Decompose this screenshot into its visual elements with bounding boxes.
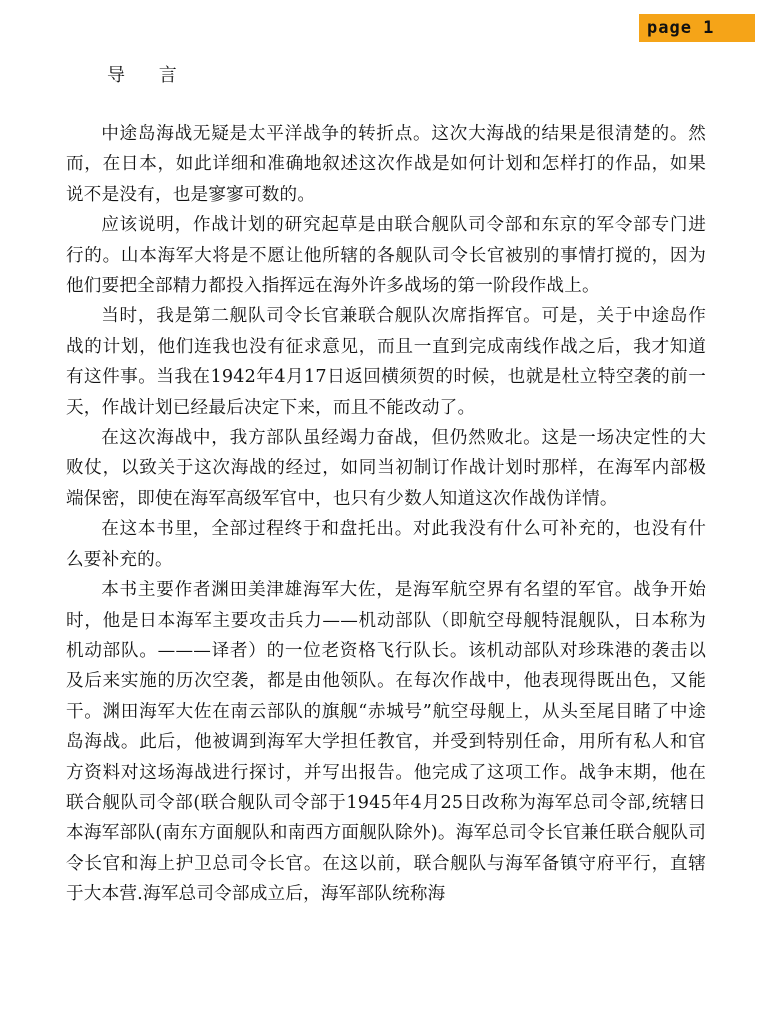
paragraph-4: 在这次海战中，我方部队虽经竭力奋战，但仍然败北。这是一场决定性的大败仗，以致关于这次海战的经过，如同当初制订作战计划时那样，在海军内部极端保密，即使在海军高级军官中，也只有少数人知道这次作战伪详情。 [66, 428, 706, 509]
paragraph-2: 应该说明，作战计划的研究起草是由联合舰队司令部和东京的军令部专门进行的。山本海军大将是不愿让他所辖的各舰队司令长官被别的事情打搅的，因为他们要把全部精力都投入指挥远在海外许多战场的第一阶段作战上。 [66, 215, 706, 297]
chapter-heading: 导 言 [107, 65, 191, 86]
paragraph-5: 在这本书里，全部过程终于和盘托出。对此我没有什么可补充的，也没有什么要补充的。 [66, 519, 706, 570]
paragraph-1: 中途岛海战无疑是太平洋战争的转折点。这次大海战的结果是很清楚的。然而，在日本，如此详细和准确地叙述这次作战是如何计划和怎样打的作品，如果说不是没有，也是寥寥可数的。 [66, 124, 706, 205]
paragraph-6: 本书主要作者渊田美津雄海军大佐，是海军航空界有名望的军官。战争开始时，他是日本海军主要攻击兵力——机动部队（即航空母舰特混舰队，日本称为机动部队。———译者）的一位老资格飞行队长。该机动部队对珍珠港的袭击以及后来实施的历次空袭，都是由他领队。在每次作战中，他表现得既出色，又能干。渊田海军大佐在南云部队的旗舰“赤城号”航空母舰上，从头至尾目睹了中途岛海战。此后，他被调到海军大学担任教官，并受到特别任命，用所有私人和官方资料对这场海战进行探讨，并写出报告。他完成了这项工作。战争末期，他在联合舰队司令部(联合舰队司令部于1945年4月25日改称为海军总司令部,统辖日本海军部队(南东方面舰队和南西方面舰队除外)。海军总司令长官兼任联合舰队司令长官和海上护卫总司令长官。在这以前，联合舰队与海军备镇守府平行，直辖于大本营.海军总司令部成立后，海军部队统称海 [66, 580, 706, 905]
page-number-badge: page 1 [639, 14, 755, 42]
document-body [66, 60, 706, 910]
paragraph-3: 当时，我是第二舰队司令长官兼联合舰队次席指挥官。可是，关于中途岛作战的计划，他们连我也没有征求意见，而且一直到完成南线作战之后，我才知道有这件事。当我在1942年4月17日返回横须贺的时候，也就是杜立特空袭的前一天，作战计划已经最后决定下来，而且不能改动了。 [66, 306, 706, 418]
